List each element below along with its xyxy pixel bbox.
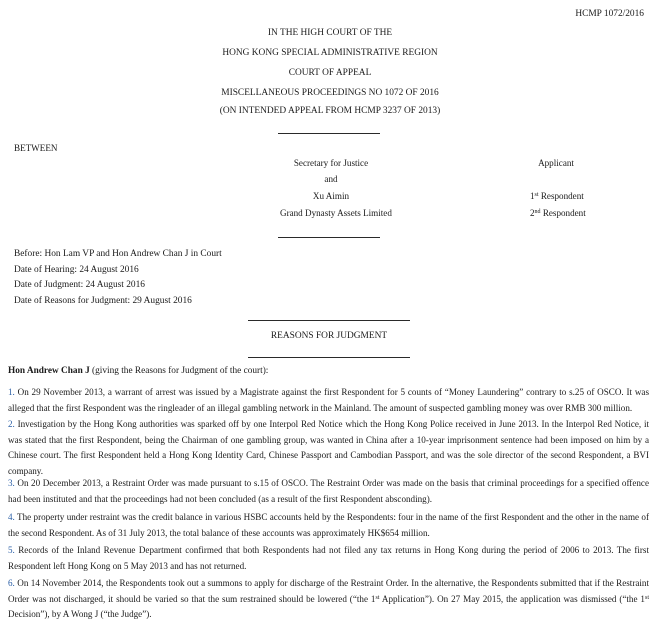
- paragraph-4: 4. The property under restraint was the credit balance in various HSBC accounts held by the Respondents: four in the name of the first Respondent and the other in the name of the second Respondent. As of 31 July 2013, the total balance of these accounts was approximately HK$654 million.: [8, 512, 649, 538]
- paragraph-3: 3. On 20 December 2013, a Restraint Order was made pursuant to s.15 of OSCO. The Restraint Order was made on the basis that criminal proceedings for a specified offence had been instituted and that the proceedings had not been concluded (as a result of the first Respondent absconding).: [8, 478, 649, 504]
- paragraph-1: 1. On 29 November 2013, a warrant of arrest was issued by a Magistrate against the first Respondent for 5 counts of “Money Laundering” contrary to s.25 of OSCO. It was alleged that the first Respondent was the ringleader of an illegal gambling network in the Mainland. The amount of suspected gambling money was over RMB 300 million.: [8, 387, 649, 413]
- applicant-name: Secretary for Justice: [293, 158, 369, 168]
- respondent1-name: Xu Aimin: [312, 191, 350, 201]
- judgment-date: Date of Judgment: 24 August 2016: [14, 280, 145, 290]
- region-heading: HONG KONG SPECIAL ADMINISTRATIVE REGION: [222, 48, 438, 58]
- reasons-date: Date of Reasons for Judgment: 29 August 2016: [14, 296, 192, 306]
- paragraph-5: 5. Records of the Inland Revenue Department confirmed that both Respondents had not filed any tax returns in Hong Kong during the period of 2006 to 2013. The first Respondent left Hong Kong on 5 May 2013 and has not returned.: [8, 545, 649, 571]
- divider-rule: [278, 133, 380, 134]
- paragraph-6: 6. On 14 November 2014, the Respondents took out a summons to apply for discharge of the Restraint Order. In the alternative, the Respondents submitted that if the Restraint Order was not discharged, it should be varied so that the sum restrained should be lowered (“the 1st Application”). On 27 May 2015, the application was dismissed (“the 1st Decision”), by A Wong J (“the Judge”).: [8, 578, 649, 619]
- applicant-role: Applicant: [538, 158, 574, 168]
- divider-rule: [278, 237, 380, 238]
- reasons-title: REASONS FOR JUDGMENT: [270, 331, 388, 341]
- appeal-note: (ON INTENDED APPEAL FROM HCMP 3237 OF 2013): [219, 106, 441, 116]
- hearing-date: Date of Hearing: 24 August 2016: [14, 265, 139, 275]
- court-heading: IN THE HIGH COURT OF THE: [267, 28, 393, 38]
- respondent2-role: 2nd Respondent: [530, 208, 586, 218]
- divider-rule: [248, 357, 410, 358]
- divider-rule: [248, 320, 410, 321]
- and-word: and: [324, 174, 338, 184]
- judgment-intro: Hon Andrew Chan J (giving the Reasons for Judgment of the court):: [8, 366, 269, 376]
- case-number: HCMP 1072/2016: [575, 9, 644, 19]
- division-heading: COURT OF APPEAL: [288, 68, 372, 78]
- before-line: Before: Hon Lam VP and Hon Andrew Chan J in Court: [14, 249, 222, 259]
- respondent1-role: 1st Respondent: [530, 191, 584, 201]
- proceedings-heading: MISCELLANEOUS PROCEEDINGS NO 1072 OF 2016: [221, 88, 439, 98]
- respondent2-name: Grand Dynasty Assets Limited: [280, 208, 392, 218]
- paragraph-2: 2. Investigation by the Hong Kong authorities was sparked off by one Interpol Red Notice which the Hong Kong Police received in June 2013. In the Interpol Red Notice, it was stated that the first Respondent, being the Chairman of one gambling group, was wanted in China after a 10-year imprisonment sentence had been imposed on him by a Chinese court. The first Respondent held a Hong Kong Identity Card, Chinese Passport and Cambodian Passport, and was the sole director of the second Respondent, a BVI company.: [8, 419, 649, 476]
- between-label: BETWEEN: [14, 143, 58, 153]
